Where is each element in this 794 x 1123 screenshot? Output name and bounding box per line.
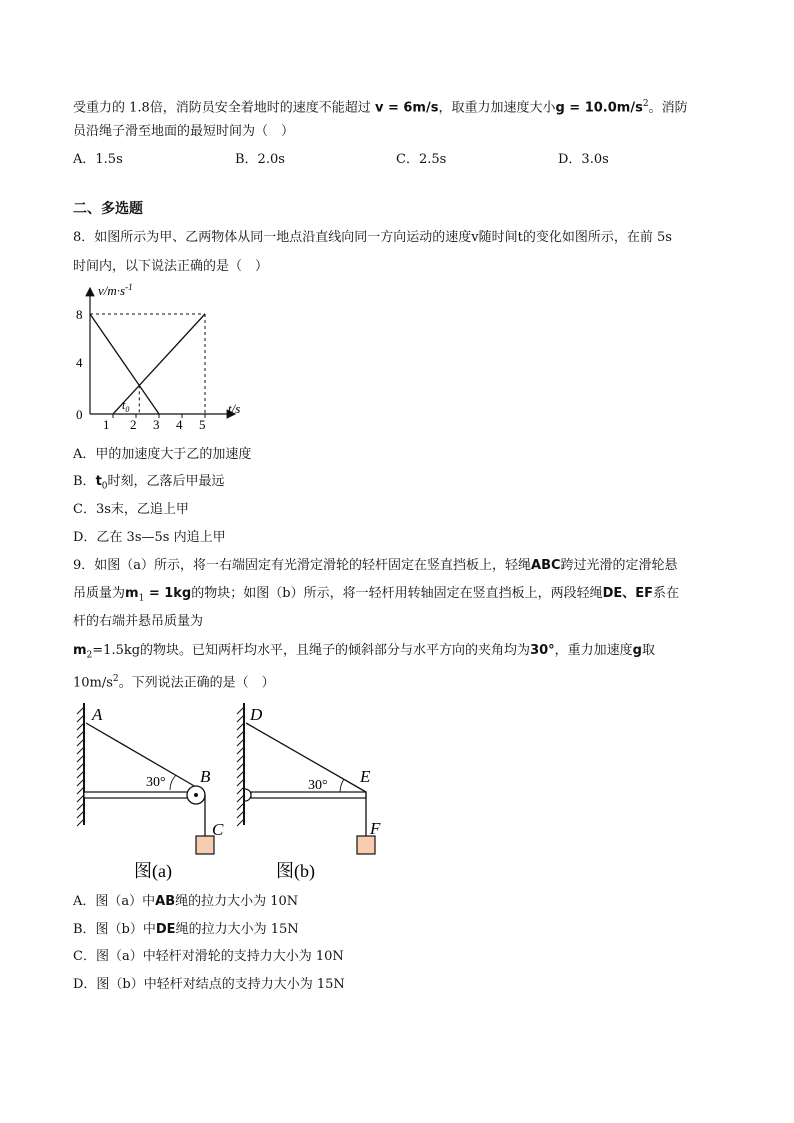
q7-text: 。消防 [648,100,688,116]
rod-a [84,792,196,798]
q9-text: 跨过光滑的定滑轮悬 [560,558,678,573]
q9-text: 10m/s [73,675,113,691]
hatch-line [77,819,84,826]
pulley-figures [70,695,400,885]
angle-label-b: 30° [308,778,328,793]
angle-label-a: 30° [146,775,166,790]
q9-line5 [73,670,275,692]
mass-m1: m [125,586,139,601]
q7-option-d[interactable]: D．3.0s [558,152,609,167]
q9-option-b[interactable] [73,921,299,939]
rope-ab [86,723,196,787]
label-E: E [360,767,371,786]
hatch-line [77,811,84,818]
angle-arc-b [340,779,344,792]
q8-option-b[interactable] [73,473,225,496]
q8-option-a[interactable]: A．甲的加速度大于乙的加速度 [73,447,252,462]
hatch-line [237,755,244,762]
hatch-line [77,707,84,714]
plot-area [90,314,205,418]
hatch-line [237,771,244,778]
hatch-line [237,707,244,714]
q9-line4 [73,642,655,665]
hatch-line [77,739,84,746]
x-axis-label: t/s [228,401,241,416]
y-tick-0: 0 [76,407,83,422]
gravity-exponent: 2 [642,99,649,109]
wall-hatching-b [237,707,244,826]
hatch-line [237,747,244,754]
ropes-de-ef: DE、EF [602,586,654,601]
label-B: B [200,767,211,786]
x-tick-4: 4 [176,417,183,430]
y-tick-8: 8 [76,307,83,322]
q9-text: ，重力加速度 [554,643,633,658]
hatch-line [237,779,244,786]
gravity-symbol: g [632,643,642,658]
x-tick-3: 3 [153,417,160,430]
angle-arc-a [170,775,176,790]
label-F: F [370,819,381,838]
caption-b: 图(b) [276,861,315,881]
rope-ab-label: AB [155,894,176,909]
q8-option-d[interactable]: D．乙在 3s—5s 内追上甲 [73,530,226,545]
hatch-line [77,779,84,786]
caption-a: 图(a) [134,861,172,881]
q9-line1 [73,557,678,575]
q8-option-b-text: 时刻，乙落后甲最远 [107,474,225,489]
mass-m2: m [73,643,87,658]
q8-option-c[interactable]: C．3s末，乙追上甲 [73,502,189,517]
x-tick-2: 2 [130,417,137,430]
mass-m1-subscript: 1 [138,593,145,604]
mass-m1-value: = 1kg [144,586,192,601]
q9-option-a-prefix: A．图（a）中 [73,894,156,909]
hatch-line [237,803,244,810]
x-tick-1: 1 [103,417,110,430]
t0-symbol: t [95,474,102,489]
velocity-time-graph [70,280,260,430]
section-heading-multiple-choice: 二、多选题 [73,201,143,217]
mass-m2-subscript: 2 [86,650,93,661]
pulley-axle [194,793,198,797]
q7-text: 受重力的 1.8倍，消防员安全着地时的速度不能超过 [73,100,375,116]
hatch-line [77,787,84,794]
q9-text: 取 [641,643,655,658]
label-D: D [250,705,263,724]
q8-line1: 8．如图所示为甲、乙两物体从同一地点沿直线向同一方向运动的速度v随时间t的变化如图所示，在前 5s [73,230,672,245]
q9-option-a[interactable] [73,893,298,911]
figure-a [77,703,224,882]
t0-subscript: 0 [101,481,108,492]
hatch-line [237,763,244,770]
figure-b [237,703,381,882]
series-line-2 [113,314,205,414]
label-A: A [92,705,103,724]
q9-text: 。下列说法正确的是（ ） [118,675,275,691]
y-tick-4: 4 [76,355,83,370]
hatch-line [237,739,244,746]
q9-text: =1.5kg的物块。已知两杆均水平，且绳子的倾斜部分与水平方向的夹角均为 [92,643,531,658]
gravity-expression: g = 10.0m/s [555,100,643,116]
hatch-line [237,819,244,826]
rope-abc: ABC [531,558,561,573]
hatch-line [77,715,84,722]
q7-option-c[interactable]: C．2.5s [396,152,447,167]
t0-label: $t_0$ [122,398,130,414]
hatch-line [77,771,84,778]
hatch-line [77,723,84,730]
q7-line2: 员沿绳子滑至地面的最短时间为（ ） [73,124,295,139]
hatch-line [77,803,84,810]
q9-option-c[interactable]: C．图（a）中轻杆对滑轮的支持力大小为 10N [73,949,344,964]
rope-de [246,723,366,792]
q7-text: ，取重力加速度大小 [438,100,556,116]
q9-option-a-text: 绳的拉力大小为 10N [175,894,299,909]
q7-option-a[interactable]: A．1.5s [73,152,123,167]
q9-option-d[interactable]: D．图（b）中轻杆对结点的支持力大小为 15N [73,977,345,992]
wall-hatching-a [77,707,84,826]
q7-line1 [73,95,688,117]
hatch-line [77,731,84,738]
hatch-line [237,731,244,738]
hinge [245,789,251,801]
speed-expression: v = 6m/s [374,100,439,116]
hatch-line [237,787,244,794]
q7-option-b[interactable]: B．2.0s [235,152,285,167]
hatch-line [77,747,84,754]
q8-line2: 时间内，以下说法正确的是（ ） [73,259,269,274]
label-C: C [212,820,224,839]
q9-line3: 杆的右端并悬吊质量为 [73,614,204,629]
hatch-line [237,715,244,722]
q9-text: 吊质量为 [73,586,126,601]
q8-option-b-prefix: B． [73,474,96,489]
q9-text: 系在 [653,586,680,601]
hatch-line [77,755,84,762]
x-tick-5: 5 [199,417,206,430]
angle-value: 30° [530,643,555,658]
q9-exponent: 2 [112,674,119,684]
y-axis-label: $v/m\cdot s^{-1}$ [98,282,133,298]
rope-de-label: DE [155,922,176,937]
hatch-line [77,795,84,802]
q9-text: 的物块；如图（b）所示，将一轻杆用转轴固定在竖直挡板上，两段轻绳 [191,586,603,601]
hatch-line [77,763,84,770]
hatch-line [237,795,244,802]
q9-line2 [73,585,679,608]
hatch-line [237,811,244,818]
q9-text: 9．如图（a）所示，将一右端固定有光滑定滑轮的轻杆固定在竖直挡板上，轻绳 [73,558,532,573]
block-b [357,836,375,854]
q9-option-b-prefix: B．图（b）中 [73,922,156,937]
hatch-line [237,723,244,730]
q9-option-b-text: 绳的拉力大小为 15N [175,922,299,937]
